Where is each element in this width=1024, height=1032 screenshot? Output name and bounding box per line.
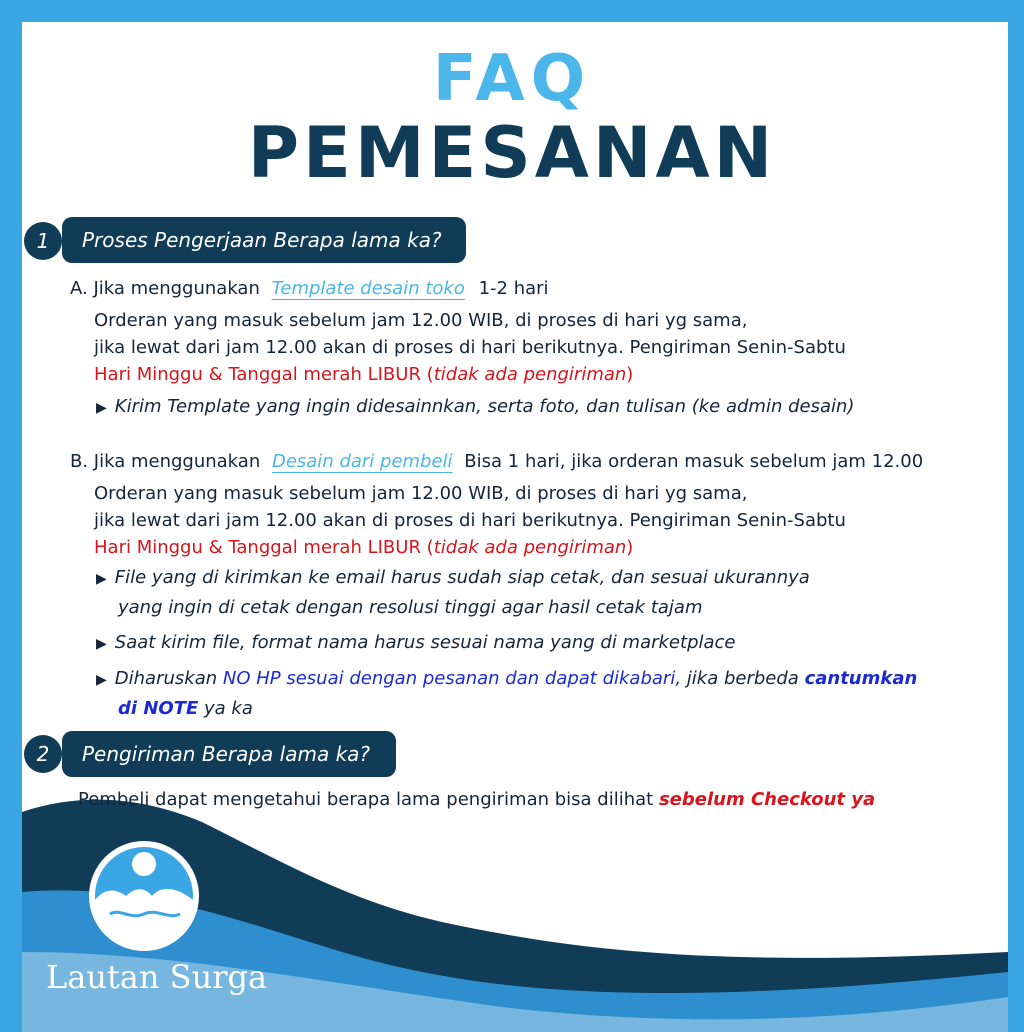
option-b-bullet-1-line2: yang ingin di cetak dengan resolusi tinggi agar hasil cetak tajam: [118, 597, 703, 618]
option-b-bullet-3-f: ya ka: [204, 698, 253, 719]
option-b-line3: jika lewat dari jam 12.00 akan di proses di hari berikutnya. Pengiriman Senin-Sabtu: [94, 510, 846, 531]
option-a-holiday: [94, 364, 633, 385]
option-b-heading: [70, 451, 923, 472]
triangle-bullet-icon: ▶: [96, 672, 107, 688]
option-b-bullet-3-a: Diharuskan: [114, 668, 218, 689]
question-1-number: 1: [24, 222, 62, 260]
option-b-bullet-3-e: di NOTE: [118, 698, 199, 719]
option-a-duration: 1-2 hari: [478, 278, 549, 299]
option-b-line2: Orderan yang masuk sebelum jam 12.00 WIB, di proses di hari yg sama,: [94, 483, 748, 504]
option-b-holiday-close: ): [626, 537, 634, 558]
option-a-bullet-1: [96, 396, 854, 417]
question-2-number: 2: [24, 735, 62, 773]
brand-name: Lautan Surga: [46, 958, 268, 996]
option-a-holiday-text: Hari Minggu & Tanggal merah LIBUR (: [94, 364, 434, 385]
question-2-answer-text: Pembeli dapat mengetahui berapa lama pengiriman bisa dilihat: [78, 789, 654, 810]
option-b-holiday-italic: tidak ada pengiriman: [433, 537, 627, 558]
question-2-label: Pengiriman Berapa lama ka?: [62, 731, 396, 777]
option-b-bullet-1-line1: File yang di kirimkan ke email harus sudah siap cetak, dan sesuai ukurannya: [114, 567, 810, 588]
option-a-holiday-close: ): [626, 364, 634, 385]
option-b-bullet-3: [96, 668, 917, 689]
triangle-bullet-icon: ▶: [96, 400, 107, 416]
question-2-answer: [78, 789, 875, 810]
option-a-line3: jika lewat dari jam 12.00 akan di proses di hari berikutnya. Pengiriman Senin-Sabtu: [94, 337, 846, 358]
option-a-prefix: A. Jika menggunakan: [70, 278, 260, 299]
option-b-prefix: B. Jika menggunakan: [70, 451, 261, 472]
option-b-duration: Bisa 1 hari, jika orderan masuk sebelum jam 12.00: [464, 451, 924, 472]
option-b-bullet-3-b: NO HP sesuai dengan pesanan dan dapat dikabari,: [222, 668, 682, 689]
option-b-holiday: [94, 537, 633, 558]
option-b-holiday-text: Hari Minggu & Tanggal merah LIBUR (: [94, 537, 434, 558]
option-b-bullet-2-text: Saat kirim file, format nama harus sesuai nama yang di marketplace: [114, 632, 736, 653]
option-b-bullet-2: [96, 632, 736, 653]
option-a-highlight: Template desain toko: [271, 278, 465, 299]
option-b-bullet-3-c: jika berbeda: [686, 668, 799, 689]
question-2-answer-highlight: sebelum Checkout ya: [658, 789, 876, 810]
option-a-holiday-italic: tidak ada pengiriman: [433, 364, 627, 385]
question-1-label: Proses Pengerjaan Berapa lama ka?: [62, 217, 466, 263]
pemesanan-title: PEMESANAN: [247, 112, 777, 194]
option-b-highlight: Desain dari pembeli: [271, 451, 453, 472]
option-b-bullet-3-line2: [118, 698, 253, 719]
lautan-surga-logo-icon: [86, 838, 202, 954]
triangle-bullet-icon: ▶: [96, 571, 107, 587]
option-a-line2: Orderan yang masuk sebelum jam 12.00 WIB, di proses di hari yg sama,: [94, 310, 748, 331]
faq-title: FAQ: [432, 42, 592, 116]
option-a-heading: [70, 278, 549, 299]
option-b-bullet-1: [96, 567, 810, 588]
option-b-bullet-3-d: cantumkan: [804, 668, 918, 689]
triangle-bullet-icon: ▶: [96, 636, 107, 652]
option-a-bullet-1-text: Kirim Template yang ingin didesainnkan, serta foto, dan tulisan (ke admin desain): [114, 396, 855, 417]
